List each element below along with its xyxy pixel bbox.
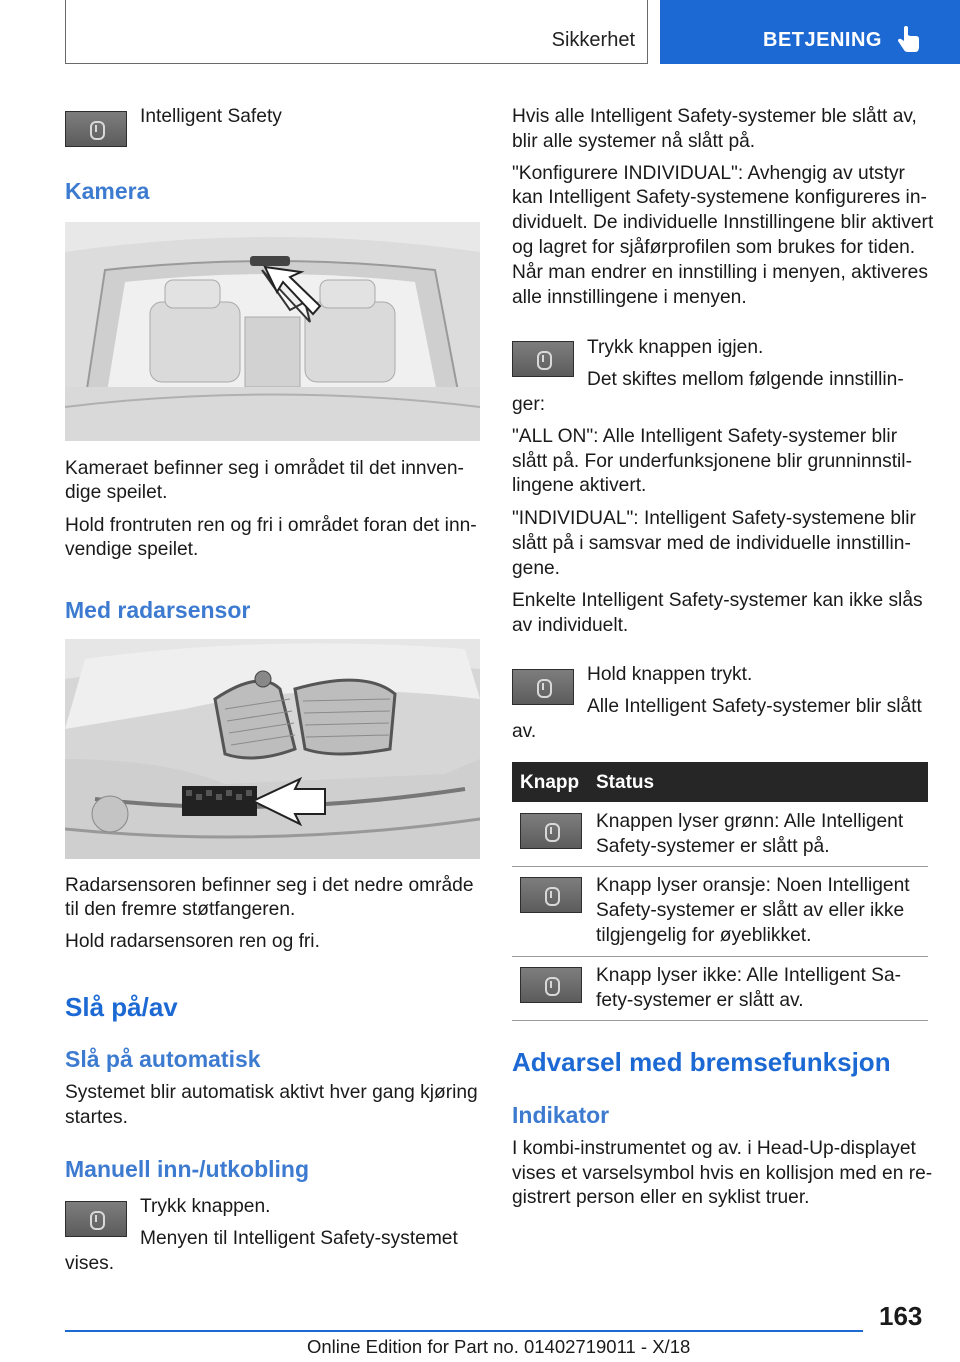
right-text-6b: slått på i samsvar med de individuelle innstillin- (512, 533, 911, 554)
intelligent-safety-button-icon (65, 111, 127, 147)
intelligent-safety-button-icon (520, 877, 582, 913)
camera-location-image (65, 222, 480, 441)
header-section-title: Sikkerhet (551, 29, 635, 51)
hand-pointer-icon (896, 26, 922, 54)
table-row3-b: fety-systemer er slått av. (596, 990, 804, 1011)
right-text-6a: "INDIVIDUAL": Intelligent Safety-systemene blir (512, 508, 916, 529)
indikator-text-b: vises et varselsymbol hvis en kollisjon med en re- (512, 1163, 933, 1184)
right-text-7a: Enkelte Intelligent Safety-systemer kan ikke slås (512, 590, 923, 611)
right-text-2d: og lagret for sjåførprofilen som brukes for tiden. (512, 237, 916, 258)
auto-text-1b: startes. (65, 1107, 128, 1128)
intelligent-safety-button-icon (65, 1201, 127, 1237)
radar-text-1a: Radarsensoren befinner seg i det nedre område (65, 875, 474, 896)
table-row3-a: Knapp lyser ikke: Alle Intelligent Sa- (596, 965, 902, 986)
right-text-7b: av individuelt. (512, 615, 629, 636)
kamera-text-2b: vendige speilet. (65, 539, 199, 560)
table-row2-a: Knapp lyser oransje: Noen Intelligent (596, 875, 910, 896)
car-interior-illustration (65, 222, 480, 441)
right-text-9a: Alle Intelligent Safety-systemer blir slått (587, 696, 922, 717)
heading-slaa-paa-automatisk: Slå på automatisk (65, 1046, 261, 1072)
header-chapter-tab[interactable] (660, 0, 960, 64)
table-divider (512, 1020, 928, 1021)
table-row2-c: tilgjengelig for øyeblikket. (596, 925, 812, 946)
table-row1-b: Safety-systemer er slått på. (596, 836, 830, 857)
right-text-2e: Når man endrer en innstilling i menyen, aktiveres (512, 262, 928, 283)
auto-text-1a: Systemet blir automatisk aktivt hver gang kjøring (65, 1082, 478, 1103)
right-text-2a: "Konfigurere INDIVIDUAL": Avhengig av utstyr (512, 163, 905, 184)
radar-location-image (65, 639, 480, 859)
status-table-header (512, 762, 928, 802)
right-text-8: Hold knappen trykt. (587, 664, 753, 685)
intelligent-safety-button-icon (520, 967, 582, 1003)
table-divider (512, 956, 928, 957)
indikator-text-c: gistrert person eller en syklist truer. (512, 1187, 810, 1208)
heading-indikator: Indikator (512, 1102, 610, 1128)
intelligent-safety-button-icon (512, 341, 574, 377)
heading-radar: Med radarsensor (65, 597, 251, 623)
edition-text: Online Edition for Part no. 01402719011 - X/18 (307, 1336, 691, 1357)
right-text-4b: ger: (512, 394, 546, 415)
right-text-5c: lingene aktivert. (512, 475, 647, 496)
heading-kamera: Kamera (65, 178, 150, 204)
right-text-1b: blir alle systemer nå slått på. (512, 131, 756, 152)
indikator-text-a: I kombi-instrumentet og av. i Head-Up-displayet (512, 1138, 916, 1159)
heading-advarsel: Advarsel med bremsefunksjon (512, 1047, 891, 1077)
right-text-2b: kan Intelligent Safety-systemene konfigureres in- (512, 187, 927, 208)
right-text-5b: slått på. For underfunksjonene blir grunninnstil- (512, 451, 912, 472)
right-text-1a: Hvis alle Intelligent Safety-systemer ble slått av, (512, 106, 917, 127)
table-row2-b: Safety-systemer er slått av eller ikke (596, 900, 905, 921)
intelligent-safety-button-icon (520, 813, 582, 849)
footer-divider (65, 1330, 863, 1332)
header-chapter-label: BETJENING (763, 29, 882, 51)
table-row1-a: Knappen lyser grønn: Alle Intelligent (596, 811, 904, 832)
header-section-box (65, 0, 648, 64)
table-col-knapp: Knapp (520, 772, 580, 793)
kamera-text-1a: Kameraet befinner seg i området til det innven- (65, 458, 464, 479)
right-text-3: Trykk knappen igjen. (587, 337, 764, 358)
right-text-2c: dividuelt. De individuelle Innstillingene blir aktivert (512, 212, 934, 233)
right-text-2f: alle innstillingene i menyen. (512, 287, 747, 308)
radar-text-2: Hold radarsensoren ren og fri. (65, 931, 320, 952)
manuell-text-1: Trykk knappen. (140, 1196, 271, 1217)
table-col-status: Status (596, 772, 655, 793)
car-front-illustration (65, 639, 480, 859)
right-text-5a: "ALL ON": Alle Intelligent Safety-systemer blir (512, 426, 898, 447)
kamera-text-1b: dige speilet. (65, 482, 168, 503)
heading-slaa-paa-av: Slå på/av (65, 992, 178, 1022)
page-number: 163 (879, 1301, 923, 1331)
radar-text-1b: til den fremre støtfangeren. (65, 899, 296, 920)
right-text-6c: gene. (512, 558, 561, 579)
kamera-text-2a: Hold frontruten ren og fri i området foran det inn- (65, 515, 477, 536)
intelligent-safety-button-icon (512, 669, 574, 705)
table-divider (512, 866, 928, 867)
manuell-text-2a: Menyen til Intelligent Safety-systemet (140, 1228, 458, 1249)
intro-label: Intelligent Safety (140, 106, 282, 127)
right-text-9b: av. (512, 721, 537, 742)
right-text-4a: Det skiftes mellom følgende innstillin- (587, 369, 904, 390)
heading-manuell: Manuell inn-/utkobling (65, 1156, 310, 1182)
manuell-text-2b: vises. (65, 1253, 115, 1274)
